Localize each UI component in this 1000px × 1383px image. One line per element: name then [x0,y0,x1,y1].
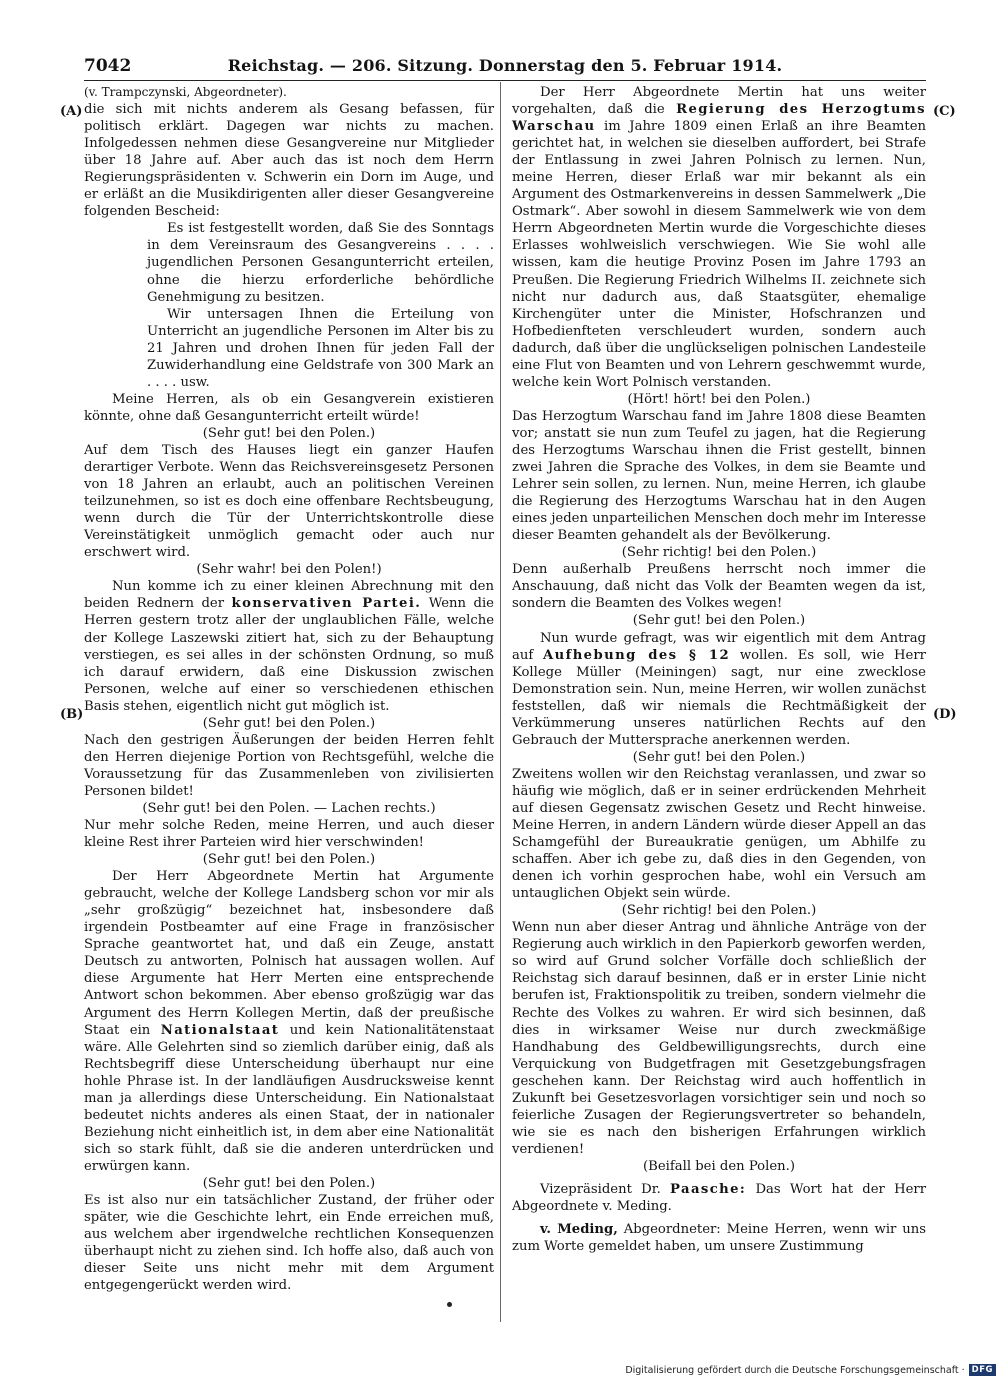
text-run: Der Herr Abgeordnete Mertin hat Argumente gebraucht, welche der Kollege Landsberg schon vor mir als „sehr großzügig“ bezeichnet hat, insbesondere daß irgendein Postbeamter auf eine Frage in französischer Sprache geantwortet hat, und daß ein Zeuge, anstatt Deutsch zu antworten, Polnisch hat aussagen wollen. Auf diese Argumente hat Herr Merten eine entsprechende Antwort schon bekommen. Aber ebenso großzügig war das Argument des Herrn Kollegen Mertin, daß der preußische Staat ein [84,869,494,1038]
paragraph: Zweitens wollen wir den Reichstag veranlassen, und zwar so häufig wie möglich, daß er in seiner erdrückenden Mehrheit auf diesen Gegensatz zwischen Gesetz und Recht hinweise. Meine Herren, in andern Ländern würde dieser Appell an das Schamgefühl der Bureaukratie genügen, um Abhilfe zu schaffen. Aber ich gebe zu, daß dies in den Gegenden, von denen ich vorhin gesprochen habe, wohl ein Versuch am untauglichen Objekt sein würde. [512,766,926,902]
footer [625,1364,996,1376]
margin-mark-c: (C) [933,104,956,119]
reaction: (Sehr richtig! bei den Polen.) [621,903,817,919]
speaker-continuation: (v. Trampczynski, Abgeordneter). [84,85,287,99]
reaction: (Hört! hört! bei den Polen.) [627,391,811,407]
quoted-notice: Wir untersagen Ihnen die Erteilung von Unterricht an jugendliche Personen im Alter bis zu 21 Jahren und drohen Ihnen für jeden Fall der Zuwiderhandlung eine Geldstrafe von 300 Mark an . . . . usw. [147,306,494,390]
reaction: (Sehr gut! bei den Polen.) [632,613,806,629]
footer-credit: Digitalisierung gefördert durch die Deutsche Forschungsgemeinschaft · [625,1364,965,1376]
paragraph [512,84,926,391]
dfg-logo: DFG [969,1364,996,1376]
reaction: (Sehr wahr! bei den Polen!) [196,562,382,578]
text-run: wollen. Es soll, wie Herr Kollege Müller (Meiningen) sagt, nur eine zwecklose Demonstration sein. Nun, meine Herren, wir wollen zunächst feststellen, daß wir niemals die Rechtmäßigkeit der Verkümmerung unseres natürlichen Rechts auf den Gebrauch der Muttersprache anerkennen werden. [512,647,926,748]
text-run: Der Herr Abgeordnete Mertin hat uns weiter vorgehalten, daß die [512,85,926,118]
right-column [512,84,926,1255]
reaction: (Sehr gut! bei den Polen.) [202,1176,376,1191]
paragraph: Auf dem Tisch des Hauses liegt ein ganzer Haufen derartiger Verbote. Wenn das Reichsvereinsgesetz Personen von 18 Jahren an erlaubt, auch an politischen Vereinen teilzunehmen, so ist es doch eine offenbare Rechtsbeugung, wenn durch die Tür der Unterrichtskontrolle diese Vereinstätigkeit unmöglich gemacht oder auch nur erschwert wird. [84,442,494,561]
reaction: (Sehr gut! bei den Polen.) [202,852,376,868]
reaction: (Sehr gut! bei den Polen.) [202,425,376,441]
paragraph: Es ist also nur ein tatsächlicher Zustand, der früher oder später, wie die Geschichte lehrt, ein Ende erreichen muß, aus welchem aber irgendwelche rechtlichen Konsequenzen überhaupt nicht zu ziehen sind. Ich hoffe also, daß auch von dieser Seite uns nicht mehr mit dem Argument entgegengerückt werden wird. [84,1193,494,1294]
column-divider [500,82,501,1322]
reaction: (Beifall bei den Polen.) [643,1158,795,1174]
page-dot [447,1302,452,1307]
emphasis-text: Aufhebung des § 12 [543,647,731,663]
margin-mark-d: (D) [933,707,957,722]
paragraph [512,1221,926,1255]
emphasis-text: Regierung des Herzogtums Warschau [512,102,926,135]
text-run: Nun komme ich zu einer kleinen Abrechnung mit den beiden Rednern der [84,579,494,612]
reaction: (Sehr richtig! bei den Polen.) [621,545,817,561]
speaker-name: Paasche: [670,1182,747,1197]
left-column [84,84,494,1294]
speaker-name: v. Meding, [540,1222,618,1238]
reaction: (Sehr gut! bei den Polen.) [632,749,806,765]
paragraph: Das Herzogtum Warschau fand im Jahre 1808 diese Beamten vor; anstatt sie nun zum Teufel zu jagen, hat die Regierung des Herzogtums Warschau ihnen die Frist gestellt, binnen zwei Jahren die Sprache des Volkes, in dem sie Beamte und Lehrer sein sollen, zu lernen. Nun, meine Herren, ich glaube die Regierung des Herzogtums Warschau hat in den Augen eines jeden unparteilichen Menschen doch mehr im Interesse dieser Beamten gehandelt als der Bevölkerung. [512,408,926,544]
text-run: und kein Nationalitätenstaat wäre. Alle Gelehrten sind so ziemlich darüber einig, daß als Rechtsbegriff diese Unterscheidung überhaupt nur eine hohle Phrase ist. In der landläufigen Ausdrucksweise kennt man ja allerdings diese Unterscheidung. Ein Nationalstaat bedeutet nichts anderes als einen Staat, der in nationaler Beziehung nicht einheitlich ist, in dem aber eine Nationalität sich so stark fühlt, daß sie die anderen unterdrücken und erwürgen kann. [84,1022,494,1174]
quoted-notice: Es ist festgestellt worden, daß Sie des Sonntags in dem Vereinsraum des Gesangvereins . . . . jugendlichen Personen Gesangunterricht erteilen, ohne die hierzu erforderliche behördliche Genehmigung zu besitzen. [147,221,494,305]
emphasis-text: Nationalstaat [160,1022,280,1038]
text-run: Nun wurde gefragt, was wir eigentlich mit dem Antrag auf [512,630,926,663]
text-run: im Jahre 1809 einen Erlaß an ihre Beamten gerichtet hat, in welchen sie dieselben auffordert, bei Strafe der Entlassung in zwei Jahren Polnisch zu lernen. Nun, meine Herren, dieser Erlaß war mir bekannt als ein Argument des Ostmarkenvereins in dessen Sammelwerk „Die Ostmark“. Aber sowohl in diesem Sammelwerk wie von dem Herrn Abgeordneten Mertin wurde die Vorgeschichte dieses Erlasses wohlweislich verschwiegen. Wie Sie wohl alle wissen, kam die heutige Provinz Posen im Jahre 1793 an Preußen. Die Regierung Friedrich Wilhelms II. zeichnete sich nicht nur dadurch aus, daß Staatsgüter, ehemalige Kirchengüter unter die Minister, Hofschranzen und Hofbedienfteten verschleudert wurden, sondern auch dadurch, daß über die unglückseligen polnischen Landesteile eine Flut von Beamten und von Lehrern geschwemmt wurde, welche kein Wort Polnisch verstanden. [512,119,926,390]
text-run: Das Wort hat der Herr Abgeordnete v. Meding. [512,1182,926,1215]
page-header [84,56,926,80]
margin-mark-a: (A) [60,104,83,119]
paragraph [512,1181,926,1215]
paragraph: Nur mehr solche Reden, meine Herren, und auch dieser kleine Rest ihrer Parteien wird hier verschwinden! [84,818,494,851]
paragraph: Nach den gestrigen Äußerungen der beiden Herren fehlt den Herren diejenige Portion von Rechtsgefühl, welche die Voraussetzung für das Zusammenleben von zivilisierten Personen bildet! [84,732,494,799]
running-title: Reichstag. — 206. Sitzung. Donnerstag den 5. Februar 1914. [227,56,783,75]
paragraph [84,578,494,714]
reaction: (Sehr gut! bei den Polen.) [202,715,376,731]
paragraph [84,868,494,1175]
text-run: Wenn die Herren gestern trotz aller der unglaublichen Fälle, welche der Kollege Laszewski zitiert hat, sich zu der Behauptung verstiegen, es sei alles in der schönsten Ordnung, so muß ich darauf erwidern, daß eine Diskussion zwischen Personen, welche auf einer so verschiedenen ethischen Basis stehen, eigentlich nicht gut möglich ist. [84,596,494,714]
paragraph: Denn außerhalb Preußens herrscht noch immer die Anschauung, daß nicht das Volk der Beamten wegen da ist, sondern die Beamten des Volkes wegen! [512,562,926,612]
paragraph: Wenn nun aber dieser Antrag und ähnliche Anträge von der Regierung auch wirklich in den Papierkorb geworfen werden, so wird auf Grund solcher Vorfälle doch schließlich der Reichstag sich darauf besinnen, daß er in erster Linie nicht berufen ist, Fraktionspolitik zu treiben, sondern vielmehr die Rechte des Volkes zu wahren. Er wird sich besinnen, daß dies in wirksamer Weise nur durch zweckmäßige Handhabung des Geldbewilligungsrechts, durch eine Verquickung von Budgetfragen mit Gesetzgebungsfragen geschehen kann. Der Reichstag wird auch hoffentlich in Zukunft bei Gesetzesvorlagen vorsichtiger sein und noch so feierliche Zusagen der Regierungsvertreter so behandeln, wie sie es nach den bisherigen Erfahrungen wirklich verdienen! [512,920,926,1157]
margin-mark-b: (B) [60,707,84,722]
reaction: (Sehr gut! bei den Polen. — Lachen rechts.) [142,800,436,816]
paragraph: die sich mit nichts anderem als Gesang befassen, für politisch erklärt. Dagegen war nichts zu machen. Infolgedessen nehmen diese Gesangvereine nur Mitglieder über 18 Jahre auf. Aber auch das ist noch dem Herrn Regierungspräsidenten v. Schwerin ein Dorn im Auge, und er erläßt an die Musikdirigenten aller dieser Gesangvereine folgenden Bescheid: [84,102,494,220]
paragraph: Meine Herren, als ob ein Gesangverein existieren könnte, ohne daß Gesangunterricht erteilt würde! [84,391,494,424]
paragraph [512,630,926,749]
emphasis-text: konservativen Partei. [231,596,422,612]
page-number: 7042 [84,56,132,76]
text-run: Vizepräsident Dr. [540,1182,671,1197]
text-run: Abgeordneter: Meine Herren, wenn wir uns zum Worte gemeldet haben, um unsere Zustimmung [512,1222,926,1255]
header-rule [84,80,926,81]
